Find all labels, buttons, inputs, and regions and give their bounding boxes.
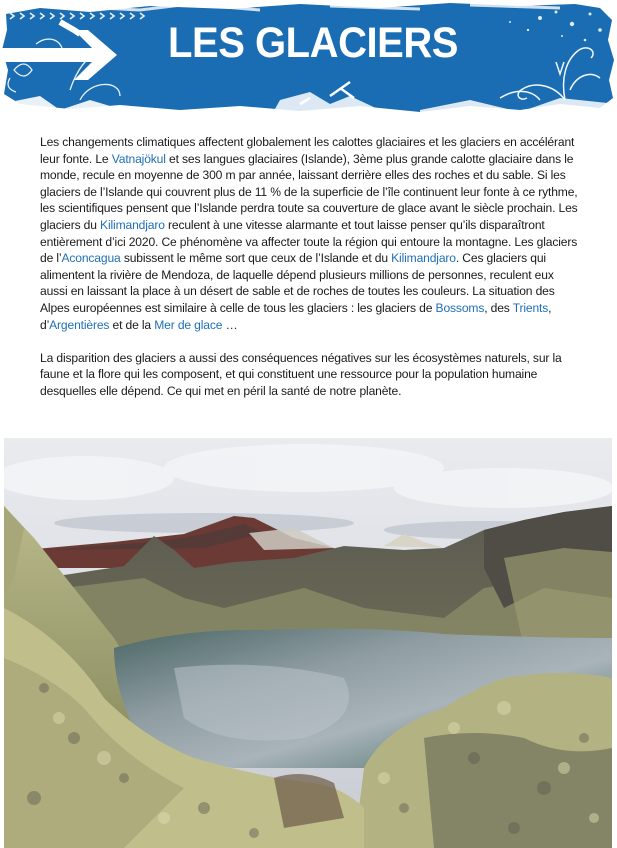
title-banner: [0, 0, 617, 118]
text-segment: reculent à une vitesse alarmante et tout laisse penser qu’ils disparaîtront entièrement d’ici 2020. Ce phénomène va affecter toute la région qui entoure la montagne. Les glaciers de l’: [40, 217, 578, 266]
text-segment: , d’: [40, 300, 552, 332]
link-bossoms[interactable]: Bossoms: [435, 300, 485, 315]
text-segment: et de la: [109, 317, 155, 332]
link-aconcagua[interactable]: Aconcagua: [61, 251, 121, 266]
page-title: LES GLACIERS: [168, 19, 458, 67]
text-segment: et ses langues glaciaires (Islande), 3ème plus grande calotte glaciaire dans le monde, recule en moyenne de 300 m par année, laissant derrière elles des roches et du sable. Si les glaciers de l’Islande qui couvrent plus de 11 % de la superficie de l’île continuent leur fonte à ce rythme, les scientifiques pensent que l’Islande perdra toute sa couverture de glace avant le siècle prochain. Les glaciers du: [40, 151, 578, 232]
paragraph-climate-change: [40, 134, 580, 333]
link-mer-de-glace[interactable]: Mer de glace: [154, 317, 223, 332]
text-segment: . Ces glaciers qui alimentent la rivière de Mendoza, de laquelle dépend plusieurs millions de personnes, reculent eux aussi en laissant la place à un désert de sable et de roches de toutes les couleurs. La situation des Alpes européennes est similaire à celle de tous les glaciers : les glaciers de: [40, 251, 555, 315]
link-argentieres[interactable]: Argentières: [49, 317, 110, 332]
landscape-image: [4, 438, 612, 848]
link-kilimandjaro-2[interactable]: Kilimandjaro: [391, 251, 456, 266]
text-segment: subissent le même sort que ceux de l’Islande et du: [120, 251, 392, 266]
link-vatnajokul[interactable]: Vatnajökul: [111, 151, 166, 166]
crater-lake-photo: [4, 438, 612, 848]
link-kilimandjaro[interactable]: Kilimandjaro: [100, 217, 165, 232]
article-body: [40, 134, 580, 400]
text-segment: …: [222, 317, 238, 332]
text-segment: , des: [484, 300, 513, 315]
paragraph-consequences: La disparition des glaciers a aussi des conséquences négatives sur les écosystèmes naturels, sur la faune et la flore qui les composent, et qui constituent une ressource pour la population humaine desquelles elle dépend. Ce qui met en péril la santé de notre planète.: [40, 350, 562, 398]
link-trients[interactable]: Trients: [512, 300, 549, 315]
text-segment: Les changements climatiques affectent globalement les calottes glaciaires et les glaciers en accélérant leur fonte. Le: [40, 135, 575, 166]
